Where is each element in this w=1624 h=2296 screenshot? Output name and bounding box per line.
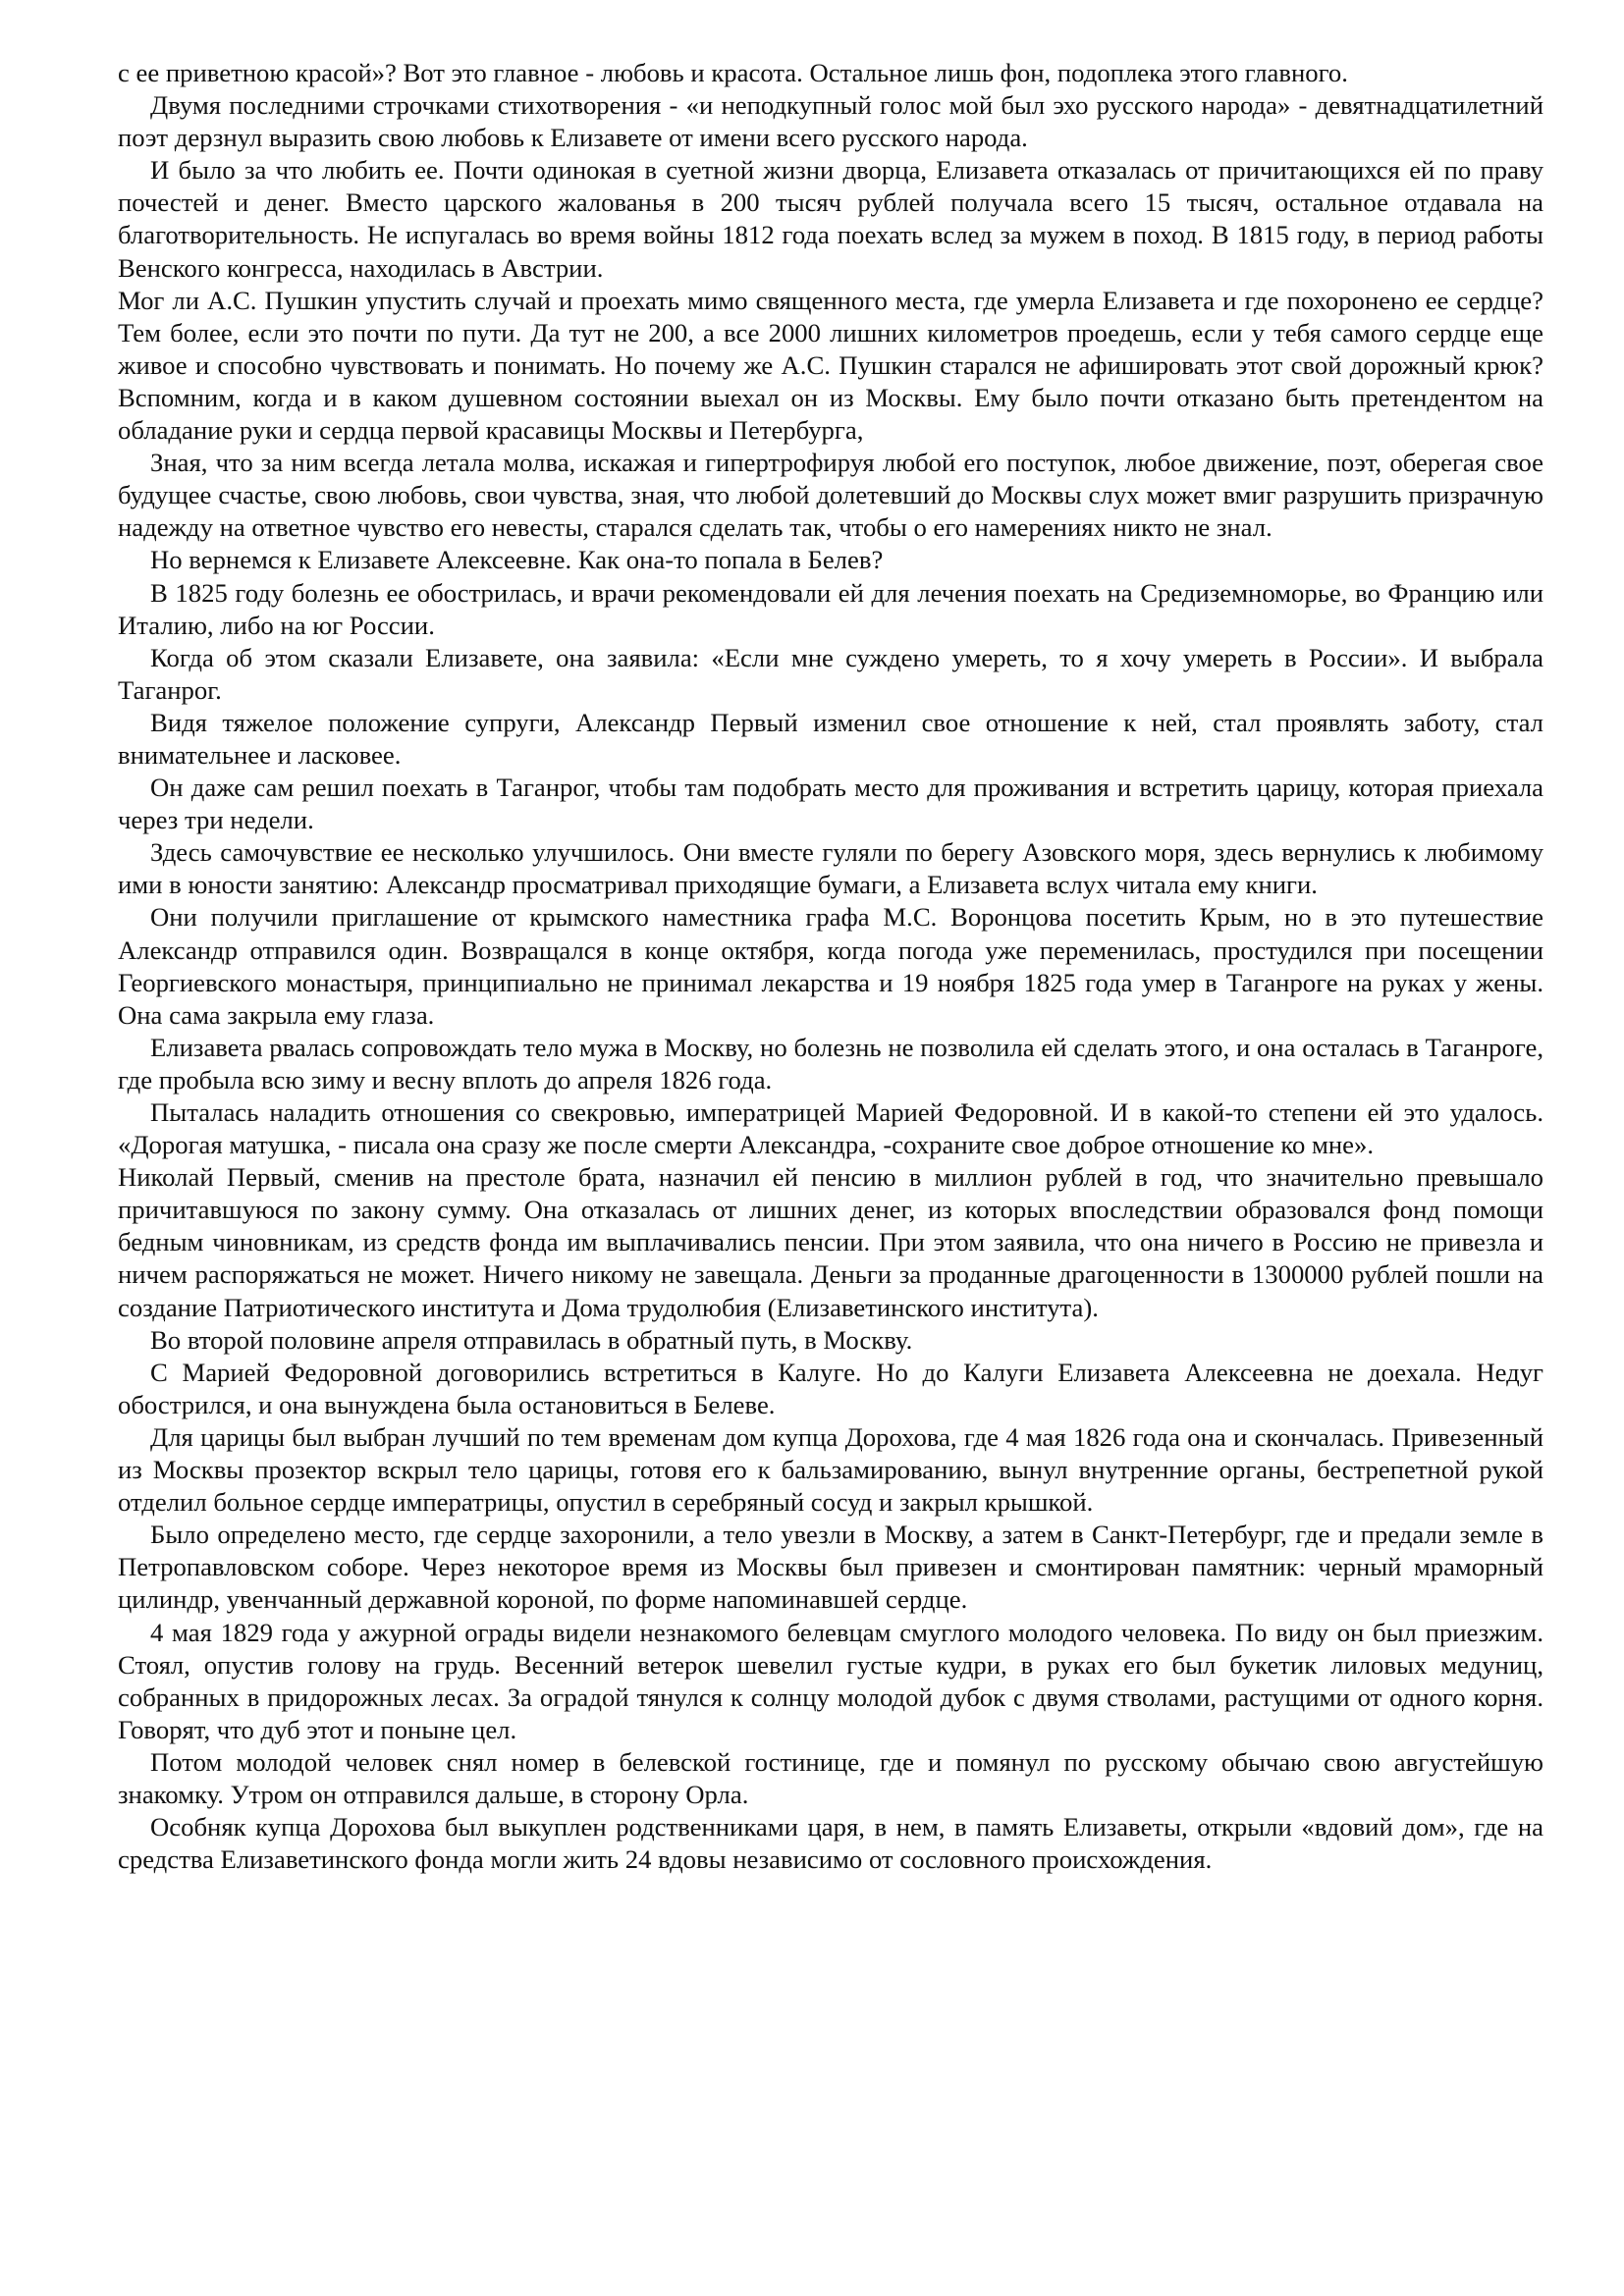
paragraph-13: Елизавета рвалась сопровождать тело мужа в Москву, но болезнь не позволила ей сделать этого, и она осталась в Таганроге, где пробыла всю зиму и весну вплоть до апреля 1826 года. xyxy=(118,1032,1543,1095)
paragraph-12: Они получили приглашение от крымского наместника графа М.С. Воронцова посетить Крым, но в это путешествие Александр отправился один. Возвращался в конце октября, когда погода уже переменилась, простудился при посещении Георгиевского монастыря, принципиально не принимал лекарства и 19 ноября 1825 года умер в Таганроге на руках у жены. Она сама закрыла ему глаза. xyxy=(118,902,1543,1030)
paragraph-20: 4 мая 1829 года у ажурной ограды видели незнакомого белевцам смуглого молодого человека. По виду он был приезжим. Стоял, опустив голову на грудь. Весенний ветерок шевелил густые кудри, в руках его был букетик лиловых медуниц, собранных в придорожных лесах. За оградой тянулся к солнцу молодой дубок с двумя стволами, растущими от одного корня. Говорят, что дуб этот и поныне цел. xyxy=(118,1617,1543,1744)
paragraph-18: Для царицы был выбран лучший по тем временам дом купца Дорохова, где 4 мая 1826 года она и скончалась. Привезенный из Москвы прозектор вскрыл тело царицы, готовя его к бальзамированию, вынул внутренние органы, бестрепетной рукой отделил больное сердце императрицы, опустил в серебряный сосуд и закрыл крышкой. xyxy=(118,1421,1543,1518)
paragraph-2: Двумя последними строчками стихотворения - «и неподкупный голос мой был эхо русского народа» - девятнадцатилетний поэт дерзнул выразить свою любовь к Елизавете от имени всего русского народа. xyxy=(118,90,1543,153)
paragraph-8: Когда об этом сказали Елизавете, она заявила: «Если мне суждено умереть, то я хочу умереть в России». И выбрала Таганрог. xyxy=(118,642,1543,705)
paragraph-10: Он даже сам решил поехать в Таганрог, чтобы там подобрать место для проживания и встретить царицу, которая приехала через три недели. xyxy=(118,773,1543,835)
paragraph-15: Николай Первый, сменив на престоле брата, назначил ей пенсию в миллион рублей в год, что значительно превышало причитавшуюся по закону сумму. Она отказалась от лишних денег, из которых впоследствии образовался фонд помощи бедным чиновникам, из средств фонда им выплачивались пенсии. При этом заявила, что она ничего в Россию не привезла и ничем распоряжаться не может. Ничего никому не завещала. Деньги за проданные драгоценности в 1300000 рублей пошли на создание Патриотического института и Дома трудолюбия (Елизаветинского института). xyxy=(118,1162,1543,1322)
paragraph-14: Пыталась наладить отношения со свекровью, императрицей Марией Федоровной. И в какой-то степени ей это удалось. «Дорогая матушка, - писала она сразу же после смерти Александра, -сохраните свое доброе отношение ко мне». xyxy=(118,1097,1543,1160)
paragraph-9: Видя тяжелое положение супруги, Александр Первый изменил свое отношение к ней, стал проявлять заботу, стал внимательнее и ласковее. xyxy=(118,707,1543,770)
paragraph-5: Зная, что за ним всегда летала молва, искажая и гипертрофируя любой его поступок, любое движение, поэт, оберегая свое будущее счастье, свою любовь, свои чувства, зная, что любой долетевший до Москвы слух может вмиг разрушить призрачную надежду на ответное чувство его невесты, старался сделать так, чтобы о его намерениях никто не знал. xyxy=(118,448,1543,543)
paragraph-11: Здесь самочувствие ее несколько улучшилось. Они вместе гуляли по берегу Азовского моря, здесь вернулись к любимому ими в юности занятию: Александр просматривал приходящие бумаги, а Елизавета вслух читала ему книги. xyxy=(118,837,1543,900)
paragraph-7: В 1825 году болезнь ее обострилась, и врачи рекомендовали ей для лечения поехать на Средиземноморье, во Францию или Италию, либо на юг России. xyxy=(118,577,1543,640)
paragraph-19: Было определено место, где сердце захоронили, а тело увезли в Москву, а затем в Санкт-Петербург, где и предали земле в Петропавловском соборе. Через некоторое время из Москвы был привезен и смонтирован памятник: черный мраморный цилиндр, увенчанный державной короной, по форме напоминавшей сердце. xyxy=(118,1520,1543,1615)
paragraph-6: Но вернемся к Елизавете Алексеевне. Как она-то попала в Белев? xyxy=(150,545,884,575)
paragraph-22: Особняк купца Дорохова был выкуплен родственниками царя, в нем, в память Елизаветы, открыли «вдовий дом», где на средства Елизаветинского фонда могли жить 24 вдовы независимо от сословного происхождения. xyxy=(118,1812,1543,1875)
paragraph-16: Во второй половине апреля отправилась в обратный путь, в Москву. xyxy=(150,1324,913,1355)
paragraph-4: Мог ли А.С. Пушкин упустить случай и проехать мимо священного места, где умерла Елизавета и где похоронено ее сердце? Тем более, если это почти по пути. Да тут не 200, а все 2000 лишних километров проедешь, если у тебя самого сердце еще живое и способно чувствовать и понимать. Но почему же А.С. Пушкин старался не афишировать этот свой дорожный крюк? Вспомним, когда и в каком душевном состоянии выехал он из Москвы. Ему было почти отказано быть претендентом на обладание руки и сердца первой красавицы Москвы и Петербурга, xyxy=(118,285,1543,446)
paragraph-17: С Марией Федоровной договорились встретиться в Калуге. Но до Калуги Елизавета Алексеевна не доехала. Недуг обострился, и она вынуждена была остановиться в Белеве. xyxy=(118,1357,1543,1419)
paragraph-21: Потом молодой человек снял номер в белевской гостинице, где и помянул по русскому обычаю свою августейшую знакомку. Утром он отправился дальше, в сторону Орла. xyxy=(118,1746,1543,1809)
paragraph-3: И было за что любить ее. Почти одинокая в суетной жизни дворца, Елизавета отказалась от причитающихся ей по праву почестей и денег. Вместо царского жалованья в 200 тысяч рублей получала всего 15 тысяч, остальное отдавала на благотворительность. Не испугалась во время войны 1812 года поехать вслед за мужем в поход. В 1815 году, в период работы Венского конгресса, находилась в Австрии. xyxy=(118,155,1543,283)
paragraph-1: с ее приветною красой»? Вот это главное - любовь и красота. Остальное лишь фон, подоплека этого главного. xyxy=(118,58,1348,87)
